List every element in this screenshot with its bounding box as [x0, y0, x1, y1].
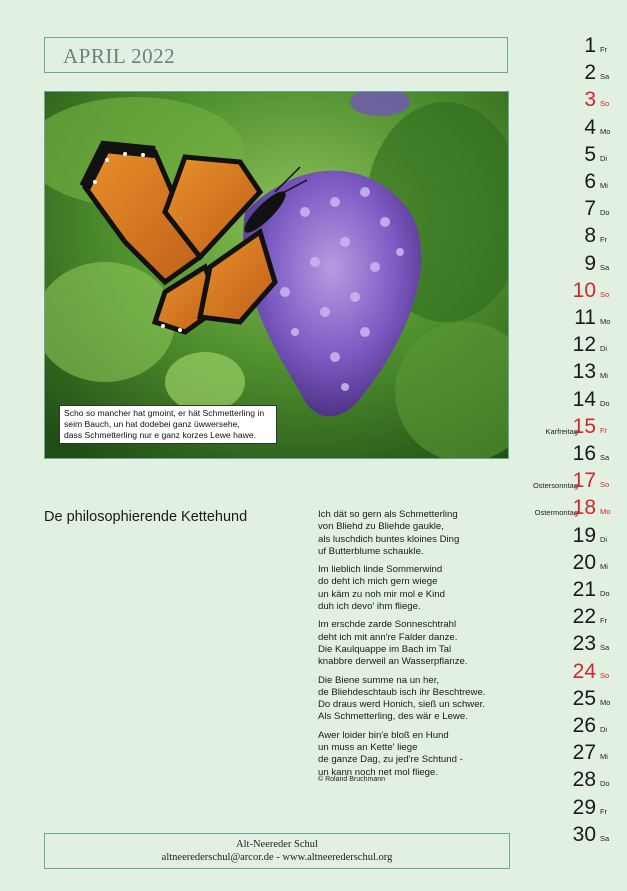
calendar-day: [520, 523, 627, 550]
weekday-abbrev: Di: [600, 344, 608, 354]
weekday-abbrev: So: [600, 670, 610, 680]
calendar-day: [520, 441, 627, 468]
calendar-day: [520, 142, 627, 169]
poem-stanza: [318, 675, 533, 724]
poem-line: Im lieblich linde Sommerwind: [318, 564, 443, 576]
day-number: 27: [572, 741, 596, 765]
day-number: 11: [574, 306, 596, 329]
calendar-day: [520, 631, 627, 658]
caption-line: seim Bauch, un hat dodebei ganz üwwersehe,: [64, 419, 240, 429]
weekday-abbrev: Fr: [600, 45, 608, 54]
calendar-day: [520, 414, 627, 441]
poem-text: [318, 509, 533, 785]
poem-line: als luschdich buntes kloines Ding: [318, 533, 460, 545]
footer-contact: altneerederschul@arcor.de - www.altneerederschul.org: [161, 852, 393, 863]
day-number: 28: [572, 768, 596, 792]
poem-line: un kann noch net mol fliege.: [318, 766, 439, 778]
poem-title: De philosophierende Kettehund: [44, 509, 248, 525]
day-number: 30: [572, 822, 596, 846]
calendar-day: [520, 60, 627, 87]
footer-box: [44, 833, 510, 869]
day-number: 29: [572, 795, 596, 819]
poem-line: von Bliehd zu Bliehde gaukle,: [318, 521, 444, 533]
poem-line: duh ich devo' ihm fliege.: [318, 601, 421, 613]
poem-line: Die Kaulquappe im Bach im Tal: [318, 643, 452, 655]
weekday-abbrev: Fr: [600, 616, 608, 626]
day-number: 2: [584, 61, 596, 85]
calendar-day: [520, 468, 627, 495]
day-number: 16: [572, 442, 596, 465]
day-number: 12: [572, 333, 596, 357]
day-number: 1: [584, 34, 596, 57]
weekday-abbrev: Di: [600, 725, 608, 734]
weekday-abbrev: So: [600, 99, 610, 109]
butterfly-photo: [44, 91, 509, 459]
weekday-abbrev: Do: [600, 208, 610, 218]
poem-line: un muss an Kette' liege: [318, 742, 418, 754]
day-number: 13: [572, 360, 596, 384]
weekday-abbrev: Fr: [600, 806, 608, 816]
day-number: 6: [584, 170, 596, 193]
day-number: 15: [572, 414, 596, 438]
holiday-label: Ostermontag: [534, 508, 578, 518]
calendar-day: [520, 686, 627, 713]
weekday-abbrev: Sa: [600, 453, 610, 462]
day-number: 14: [572, 387, 596, 411]
calendar-day: [520, 278, 627, 305]
day-number: 20: [572, 550, 596, 574]
poem-line: Ich dät so gern als Schmetterling: [318, 509, 458, 520]
weekday-abbrev: Do: [600, 398, 610, 408]
weekday-abbrev: Sa: [600, 643, 610, 653]
month-title: APRIL 2022: [63, 44, 176, 68]
calendar-day: [520, 713, 627, 740]
calendar-day: [520, 87, 627, 114]
poem-line: un käm zu noh mir mol e Kind: [318, 588, 445, 600]
calendar-day: [520, 359, 627, 386]
poem-stanza: [318, 564, 533, 613]
day-number: 25: [572, 686, 596, 710]
calendar-day: [520, 767, 627, 794]
day-number: 9: [584, 251, 596, 275]
weekday-abbrev: Mi: [600, 371, 608, 381]
weekday-abbrev: Fr: [600, 425, 608, 435]
calendar-day: [520, 659, 627, 686]
month-title-box: [44, 37, 508, 73]
day-number: 8: [584, 224, 596, 248]
poem-line: uf Butterblume schaukle.: [318, 545, 424, 557]
weekday-abbrev: Mo: [600, 317, 611, 326]
holiday-label: Ostersonntag: [532, 481, 578, 491]
poem-line: de Bliehdeschtaub isch ihr Beschtrewe.: [318, 686, 486, 698]
calendar-day: [520, 33, 627, 60]
weekday-abbrev: Mi: [600, 561, 608, 571]
weekday-abbrev: Mi: [600, 752, 608, 762]
caption-line: dass Schmetterling nur e ganz korzes Lewe hawe.: [64, 430, 257, 440]
weekday-abbrev: Mo: [600, 507, 611, 517]
photo-caption: [59, 405, 277, 444]
calendar-day: [520, 822, 627, 849]
poem-line: Als Schmetterling, des wär e Lewe.: [318, 711, 468, 723]
weekday-abbrev: Fr: [600, 235, 608, 245]
calendar-day: [520, 332, 627, 359]
day-number: 17: [572, 469, 596, 493]
weekday-abbrev: Sa: [600, 72, 610, 82]
poem-stanza: [318, 509, 533, 558]
calendar-day: [520, 223, 627, 250]
calendar-day: [520, 740, 627, 767]
day-number: 23: [572, 632, 596, 656]
calendar-day: [520, 196, 627, 223]
day-number: 26: [572, 714, 596, 737]
poem-stanza: [318, 619, 533, 668]
weekday-abbrev: Di: [600, 153, 608, 163]
weekday-abbrev: So: [600, 480, 610, 490]
calendar-day: [520, 795, 627, 822]
day-number: 24: [572, 659, 596, 683]
poem-copyright: © Roland Bruchmann: [318, 776, 386, 783]
day-number: 10: [572, 278, 596, 302]
calendar-day: [520, 577, 627, 604]
weekday-abbrev: Mo: [600, 126, 611, 136]
day-number: 21: [572, 578, 596, 601]
calendar-day: [520, 604, 627, 631]
day-number: 7: [584, 197, 596, 221]
day-number: 19: [572, 523, 596, 547]
poem-line: de ganze Dag, zu jed're Schtund -: [318, 754, 463, 766]
calendar-day: [520, 115, 627, 142]
poem-line: Die Biene summe na un her,: [318, 674, 440, 686]
day-number: 3: [584, 88, 596, 112]
calendar-day: [520, 387, 627, 414]
weekday-abbrev: Do: [600, 779, 610, 789]
poem-line: knabbre derweil an Wasserpflanze.: [318, 656, 468, 668]
weekday-abbrev: So: [600, 289, 610, 299]
poem-line: do deht ich mich gern wiege: [318, 576, 438, 588]
weekday-abbrev: Mi: [600, 181, 608, 190]
day-number: 18: [572, 496, 596, 520]
poem-line: Do draus werd Honich, sieß un schwer.: [318, 699, 485, 711]
weekday-abbrev: Sa: [600, 833, 610, 843]
weekday-abbrev: Sa: [600, 262, 610, 272]
poem-line: Im erschde zarde Sonneschtrahl: [318, 619, 457, 631]
poem-stanza: [318, 730, 533, 779]
butterfly-on-lilac-image: [45, 92, 508, 458]
poem-line: deht ich mit ann're Falder danze.: [318, 631, 458, 643]
weekday-abbrev: Do: [600, 589, 610, 598]
day-number: 5: [584, 142, 596, 166]
holiday-label: Karfreitag: [545, 426, 578, 436]
day-number: 22: [572, 605, 596, 629]
calendar-day: [520, 251, 627, 278]
calendar-day: [520, 495, 627, 522]
calendar-day: [520, 305, 627, 332]
footer-org-name: Alt-Neereder Schul: [236, 839, 318, 850]
caption-line: Scho so mancher hat gmoint, er hät Schmetterling in: [64, 408, 265, 418]
day-number: 4: [584, 115, 596, 139]
weekday-abbrev: Mo: [600, 697, 611, 707]
weekday-abbrev: Di: [600, 534, 608, 544]
calendar-day: [520, 550, 627, 577]
poem-line: Awer loider bin'e bloß en Hund: [318, 729, 449, 741]
calendar-day: [520, 169, 627, 196]
